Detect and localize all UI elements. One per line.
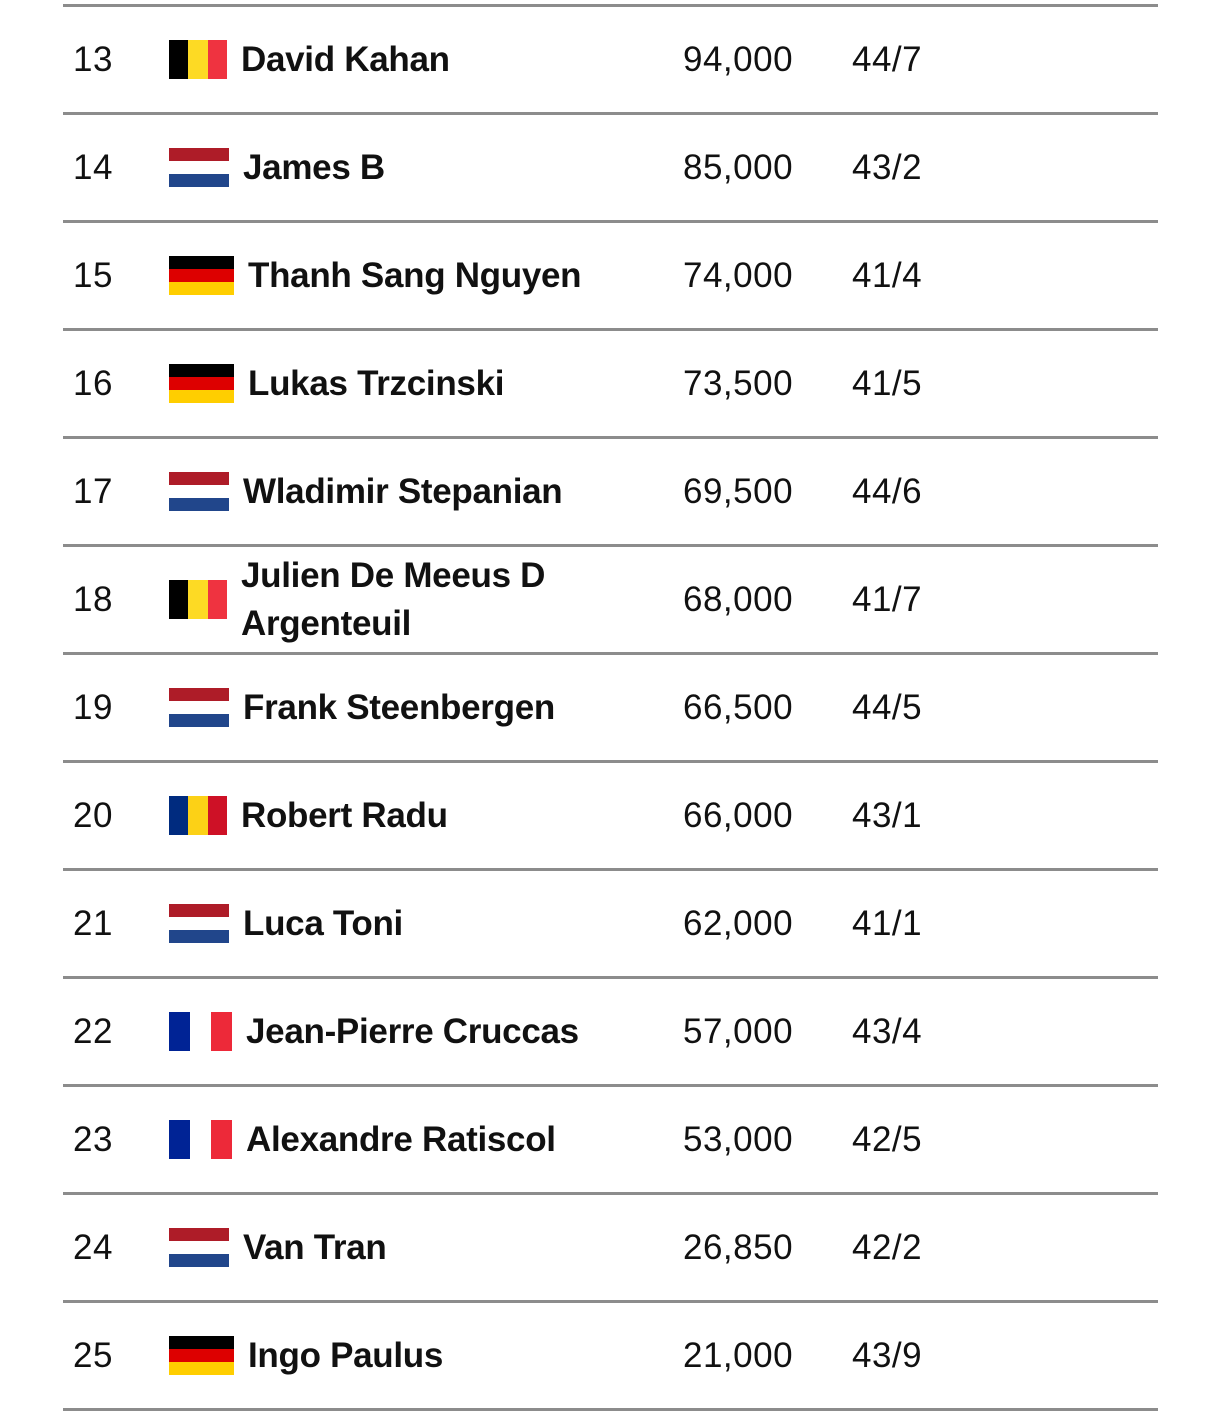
player-name[interactable]: Luca Toni — [243, 903, 403, 943]
amount-cell: 73,500 — [683, 363, 794, 403]
flag-band — [169, 930, 229, 943]
flag-cell — [169, 115, 229, 220]
rank-cell: 16 — [73, 363, 113, 403]
flag-band — [169, 796, 188, 835]
germany-flag-icon — [169, 256, 234, 295]
flag-cell — [169, 1087, 232, 1192]
player-name[interactable]: Ingo Paulus — [248, 1335, 444, 1375]
table-row[interactable] — [63, 547, 1158, 655]
score-cell: 41/1 — [852, 903, 923, 943]
netherlands-flag-icon — [169, 148, 229, 187]
france-flag-icon — [169, 1012, 232, 1051]
flag-band — [169, 161, 229, 174]
flag-cell — [169, 763, 227, 868]
table-row[interactable] — [63, 7, 1158, 115]
player-name[interactable]: Frank Steenbergen — [243, 687, 555, 727]
flag-band — [169, 580, 188, 619]
score-cell: 43/2 — [852, 147, 923, 187]
player-name[interactable]: Jean-Pierre Cruccas — [246, 1011, 579, 1051]
player-name[interactable]: Alexandre Ratiscol — [246, 1119, 556, 1159]
table-row[interactable] — [63, 1303, 1158, 1411]
rank-cell: 23 — [73, 1119, 113, 1159]
flag-band — [169, 1336, 234, 1349]
rank-cell: 22 — [73, 1011, 113, 1051]
flag-band — [188, 40, 207, 79]
amount-cell: 57,000 — [683, 1011, 794, 1051]
score-cell: 43/1 — [852, 795, 923, 835]
romania-flag-icon — [169, 796, 227, 835]
leaderboard-table — [63, 4, 1158, 1411]
flag-band — [169, 1254, 229, 1267]
flag-cell — [169, 7, 227, 112]
flag-cell — [169, 1195, 229, 1300]
player-name[interactable]: Robert Radu — [241, 795, 448, 835]
rank-cell: 13 — [73, 39, 113, 79]
score-cell: 42/5 — [852, 1119, 923, 1159]
score-cell: 42/2 — [852, 1227, 923, 1267]
score-cell: 43/9 — [852, 1335, 923, 1375]
table-row[interactable] — [63, 439, 1158, 547]
netherlands-flag-icon — [169, 688, 229, 727]
table-row[interactable] — [63, 871, 1158, 979]
amount-cell: 66,000 — [683, 795, 794, 835]
flag-cell — [169, 655, 229, 760]
rank-cell: 20 — [73, 795, 113, 835]
amount-cell: 69,500 — [683, 471, 794, 511]
flag-cell — [169, 979, 232, 1084]
flag-band — [190, 1120, 211, 1159]
player-name[interactable]: David Kahan — [241, 39, 450, 79]
table-row[interactable] — [63, 115, 1158, 223]
flag-band — [169, 390, 234, 403]
flag-band — [169, 1012, 190, 1051]
flag-band — [169, 1228, 229, 1241]
netherlands-flag-icon — [169, 904, 229, 943]
table-row[interactable] — [63, 1087, 1158, 1195]
flag-band — [169, 1349, 234, 1362]
flag-band — [169, 364, 234, 377]
flag-band — [169, 472, 229, 485]
player-name[interactable]: Lukas Trzcinski — [248, 363, 505, 403]
flag-band — [169, 688, 229, 701]
flag-band — [169, 256, 234, 269]
player-name[interactable]: Thanh Sang Nguyen — [248, 255, 582, 295]
flag-band — [169, 174, 229, 187]
flag-band — [169, 485, 229, 498]
rank-cell: 24 — [73, 1227, 113, 1267]
flag-band — [208, 40, 227, 79]
score-cell: 41/5 — [852, 363, 923, 403]
germany-flag-icon — [169, 364, 234, 403]
rank-cell: 21 — [73, 903, 113, 943]
rank-cell: 19 — [73, 687, 113, 727]
player-name[interactable]: Julien De Meeus D Argenteuil — [241, 555, 546, 643]
player-name[interactable]: Wladimir Stepanian — [243, 471, 563, 511]
flag-band — [208, 796, 227, 835]
rank-cell: 15 — [73, 255, 113, 295]
score-cell: 44/5 — [852, 687, 923, 727]
flag-band — [169, 148, 229, 161]
flag-band — [211, 1120, 232, 1159]
flag-cell — [169, 223, 234, 328]
flag-band — [169, 1120, 190, 1159]
score-cell: 44/7 — [852, 39, 923, 79]
flag-band — [169, 377, 234, 390]
amount-cell: 68,000 — [683, 579, 794, 619]
flag-band — [169, 1241, 229, 1254]
flag-band — [169, 917, 229, 930]
table-row[interactable] — [63, 763, 1158, 871]
amount-cell: 26,850 — [683, 1227, 794, 1267]
netherlands-flag-icon — [169, 1228, 229, 1267]
player-name[interactable]: James B — [243, 147, 385, 187]
flag-band — [169, 701, 229, 714]
flag-band — [169, 904, 229, 917]
amount-cell: 21,000 — [683, 1335, 794, 1375]
belgium-flag-icon — [169, 40, 227, 79]
score-cell: 41/4 — [852, 255, 923, 295]
amount-cell: 74,000 — [683, 255, 794, 295]
flag-band — [188, 580, 207, 619]
table-row[interactable] — [63, 1195, 1158, 1303]
flag-band — [169, 1362, 234, 1375]
rank-cell: 25 — [73, 1335, 113, 1375]
flag-band — [190, 1012, 211, 1051]
flag-band — [208, 580, 227, 619]
flag-cell — [169, 331, 234, 436]
amount-cell: 66,500 — [683, 687, 794, 727]
flag-cell — [169, 1303, 234, 1408]
flag-band — [169, 269, 234, 282]
score-cell: 43/4 — [852, 1011, 923, 1051]
table-row[interactable] — [63, 655, 1158, 763]
flag-cell — [169, 439, 229, 544]
amount-cell: 62,000 — [683, 903, 794, 943]
flag-cell — [169, 547, 227, 652]
score-cell: 41/7 — [852, 579, 923, 619]
amount-cell: 85,000 — [683, 147, 794, 187]
france-flag-icon — [169, 1120, 232, 1159]
table-row[interactable] — [63, 331, 1158, 439]
rank-cell: 18 — [73, 579, 113, 619]
belgium-flag-icon — [169, 580, 227, 619]
rank-cell: 17 — [73, 471, 113, 511]
flag-band — [169, 714, 229, 727]
germany-flag-icon — [169, 1336, 234, 1375]
flag-cell — [169, 871, 229, 976]
rank-cell: 14 — [73, 147, 113, 187]
flag-band — [188, 796, 207, 835]
netherlands-flag-icon — [169, 472, 229, 511]
flag-band — [169, 498, 229, 511]
score-cell: 44/6 — [852, 471, 923, 511]
amount-cell: 53,000 — [683, 1119, 794, 1159]
table-row[interactable] — [63, 979, 1158, 1087]
amount-cell: 94,000 — [683, 39, 794, 79]
flag-band — [211, 1012, 232, 1051]
table-row[interactable] — [63, 223, 1158, 331]
flag-band — [169, 40, 188, 79]
player-name[interactable]: Van Tran — [243, 1227, 387, 1267]
flag-band — [169, 282, 234, 295]
